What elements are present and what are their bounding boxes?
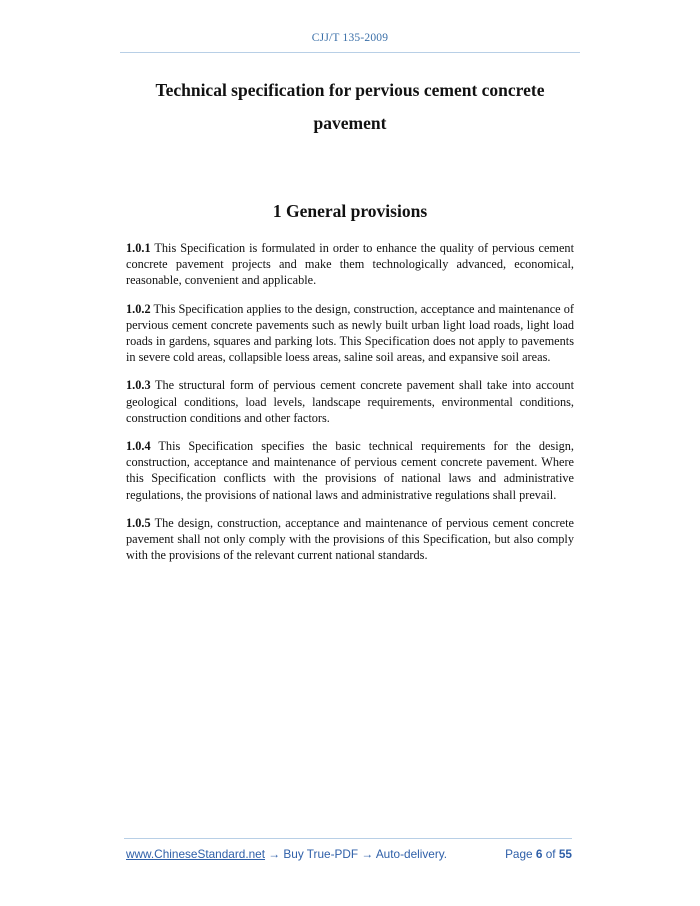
clause-text: This Specification is formulated in order to enhance the quality of pervious cement concrete pavement projects and make them technologically advanced, economical, reasonable, convenient and applicable. xyxy=(126,241,574,288)
footer-promo-text: → Buy True-PDF → Auto-delivery. xyxy=(265,847,448,861)
clause-text: The design, construction, acceptance and maintenance of pervious cement concrete pavement shall not only comply with the provisions of this Specification, but also comply with the provisions of the relevant current national standards. xyxy=(126,515,574,563)
document-title-line-1: Technical specification for pervious cement concrete xyxy=(155,80,545,100)
clause-text: The structural form of pervious cement concrete pavement shall take into account geological conditions, load levels, landscape requirements, environmental conditions, construction conditions and other factors. xyxy=(126,378,574,425)
clause-text: This Specification specifies the basic technical requirements for the design, construction, acceptance and maintenance of pervious cement concrete pavement. Where this Specification conflicts with the provisions of national laws and administrative regulations, the provisions of national laws and administrative regulations shall prevail. xyxy=(126,439,574,502)
clause-number: 1.0.3 xyxy=(126,378,151,393)
clause-list xyxy=(126,240,574,575)
clause-number: 1.0.2 xyxy=(126,301,151,316)
page-indicator xyxy=(505,847,572,861)
footer-promo xyxy=(126,847,447,861)
document-title-line-2: pavement xyxy=(313,113,387,133)
page-of-label: of xyxy=(542,847,559,861)
page-current: 6 xyxy=(535,847,543,861)
website-link[interactable]: www.ChineseStandard.net xyxy=(126,847,266,861)
clause-1-0-4 xyxy=(126,438,574,503)
clause-number: 1.0.1 xyxy=(126,241,151,255)
clause-number: 1.0.4 xyxy=(126,439,151,454)
clause-1-0-2 xyxy=(126,301,574,366)
clause-number: 1.0.5 xyxy=(126,515,151,530)
clause-text: This Specification applies to the design, construction, acceptance and maintenance of pervious cement concrete pavements such as newly built urban light load roads, light load roads in gardens, squares and parking lots. This Specification does not apply to pavements in severe cold areas, collapsible loess areas, saline soil areas, and expansive soil areas. xyxy=(126,301,574,365)
page-total: 55 xyxy=(558,847,572,861)
clause-1-0-1 xyxy=(126,240,574,289)
clause-1-0-3 xyxy=(126,377,574,426)
clause-1-0-5 xyxy=(126,515,574,564)
header-standard-code: CJJ/T 135-2009 xyxy=(311,32,389,44)
page-label: Page xyxy=(505,847,536,861)
section-title: 1 General provisions xyxy=(272,201,428,221)
document-title xyxy=(0,74,700,140)
footer-divider xyxy=(124,838,572,839)
header-divider xyxy=(120,52,580,53)
